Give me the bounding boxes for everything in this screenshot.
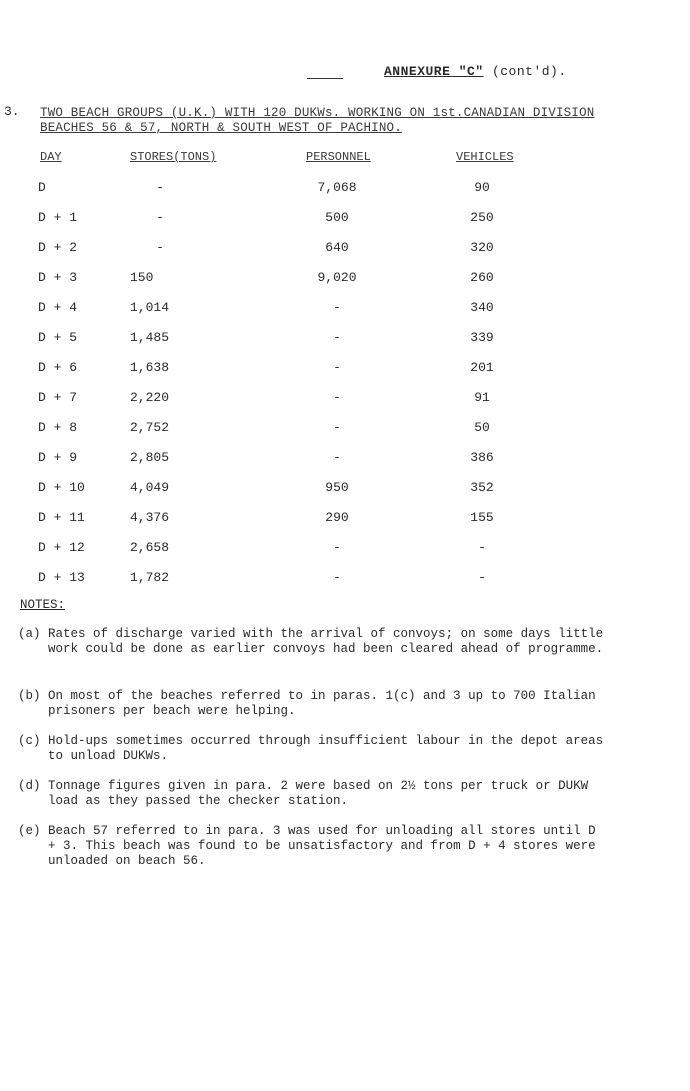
row-stores: 150 xyxy=(130,270,154,285)
row-personnel: - xyxy=(333,360,341,375)
row-vehicles: 155 xyxy=(470,510,494,525)
row-personnel: - xyxy=(333,450,341,465)
row-stores: 2,220 xyxy=(130,390,170,405)
row-personnel: - xyxy=(333,540,341,555)
row-vehicles: 386 xyxy=(470,450,494,465)
annex-suffix: (cont'd). xyxy=(491,64,567,79)
row-personnel: 500 xyxy=(325,210,349,225)
row-day: D + 6 xyxy=(38,360,78,375)
note-label: (b) xyxy=(18,689,41,703)
row-vehicles: 320 xyxy=(470,240,494,255)
row-vehicles: 339 xyxy=(470,330,494,345)
col-header-stores: STORES(TONS) xyxy=(130,150,217,164)
row-personnel: - xyxy=(333,570,341,585)
row-day: D + 5 xyxy=(38,330,78,345)
row-day: D xyxy=(38,180,46,195)
section-number: 3. xyxy=(4,104,20,119)
note-item xyxy=(18,689,608,719)
row-day: D + 7 xyxy=(38,390,78,405)
row-day: D + 11 xyxy=(38,510,85,525)
row-stores: 1,638 xyxy=(130,360,170,375)
note-item xyxy=(18,779,608,809)
row-vehicles: 90 xyxy=(474,180,490,195)
col-header-day: DAY xyxy=(40,150,62,164)
note-text: Beach 57 referred to in para. 3 was used for unloading all stores until D + 3. This beach was found to be unsatisfactory and from D + 4 stores were unloaded on beach 56. xyxy=(48,824,596,868)
annex-header xyxy=(384,64,567,79)
row-personnel: - xyxy=(333,390,341,405)
note-label: (a) xyxy=(18,627,41,641)
row-vehicles: - xyxy=(478,570,486,585)
row-vehicles: 201 xyxy=(470,360,494,375)
row-personnel: 9,020 xyxy=(317,270,357,285)
col-header-vehicles: VEHICLES xyxy=(456,150,514,164)
note-item xyxy=(18,824,608,869)
row-vehicles: - xyxy=(478,540,486,555)
row-vehicles: 50 xyxy=(474,420,490,435)
row-stores: - xyxy=(156,240,164,255)
row-day: D + 2 xyxy=(38,240,78,255)
note-item xyxy=(18,627,608,657)
row-day: D + 9 xyxy=(38,450,78,465)
note-label: (e) xyxy=(18,824,41,838)
row-vehicles: 250 xyxy=(470,210,494,225)
row-day: D + 4 xyxy=(38,300,78,315)
row-personnel: 950 xyxy=(325,480,349,495)
row-vehicles: 340 xyxy=(470,300,494,315)
row-stores: 2,805 xyxy=(130,450,170,465)
row-vehicles: 91 xyxy=(474,390,490,405)
row-personnel: - xyxy=(333,330,341,345)
row-stores: 2,658 xyxy=(130,540,170,555)
note-text: Tonnage figures given in para. 2 were based on 2½ tons per truck or DUKW load as they passed the checker station. xyxy=(48,779,589,808)
row-stores: 4,376 xyxy=(130,510,170,525)
row-personnel: - xyxy=(333,420,341,435)
row-stores: 4,049 xyxy=(130,480,170,495)
note-text: Rates of discharge varied with the arrival of convoys; on some days little work could be done as earlier convoys had been cleared ahead of programme. xyxy=(48,627,604,656)
note-text: Hold-ups sometimes occurred through insufficient labour in the depot areas to unload DUKWs. xyxy=(48,734,604,763)
note-text: On most of the beaches referred to in paras. 1(c) and 3 up to 700 Italian prisoners per beach were helping. xyxy=(48,689,596,718)
section-title-line2: BEACHES 56 & 57, NORTH & SOUTH WEST OF PACHINO. xyxy=(40,121,402,135)
row-personnel: 7,068 xyxy=(317,180,357,195)
row-stores: 1,485 xyxy=(130,330,170,345)
row-stores: - xyxy=(156,210,164,225)
col-header-personnel: PERSONNEL xyxy=(306,150,371,164)
row-day: D + 10 xyxy=(38,480,85,495)
row-day: D + 8 xyxy=(38,420,78,435)
header-dash xyxy=(307,78,343,79)
row-stores: 2,752 xyxy=(130,420,170,435)
note-label: (c) xyxy=(18,734,41,748)
row-day: D + 12 xyxy=(38,540,85,555)
row-stores: 1,782 xyxy=(130,570,170,585)
row-stores: 1,014 xyxy=(130,300,170,315)
row-day: D + 3 xyxy=(38,270,78,285)
row-personnel: 290 xyxy=(325,510,349,525)
row-personnel: - xyxy=(333,300,341,315)
row-personnel: 640 xyxy=(325,240,349,255)
note-item xyxy=(18,734,608,764)
row-day: D + 13 xyxy=(38,570,85,585)
notes-heading: NOTES: xyxy=(20,598,66,612)
row-day: D + 1 xyxy=(38,210,78,225)
section-title-line1: TWO BEACH GROUPS (U.K.) WITH 120 DUKWs. WORKING ON 1st.CANADIAN DIVISION xyxy=(40,106,595,120)
note-label: (d) xyxy=(18,779,41,793)
annex-label: ANNEXURE "C" xyxy=(384,64,484,79)
row-vehicles: 260 xyxy=(470,270,494,285)
row-vehicles: 352 xyxy=(470,480,494,495)
row-stores: - xyxy=(156,180,164,195)
